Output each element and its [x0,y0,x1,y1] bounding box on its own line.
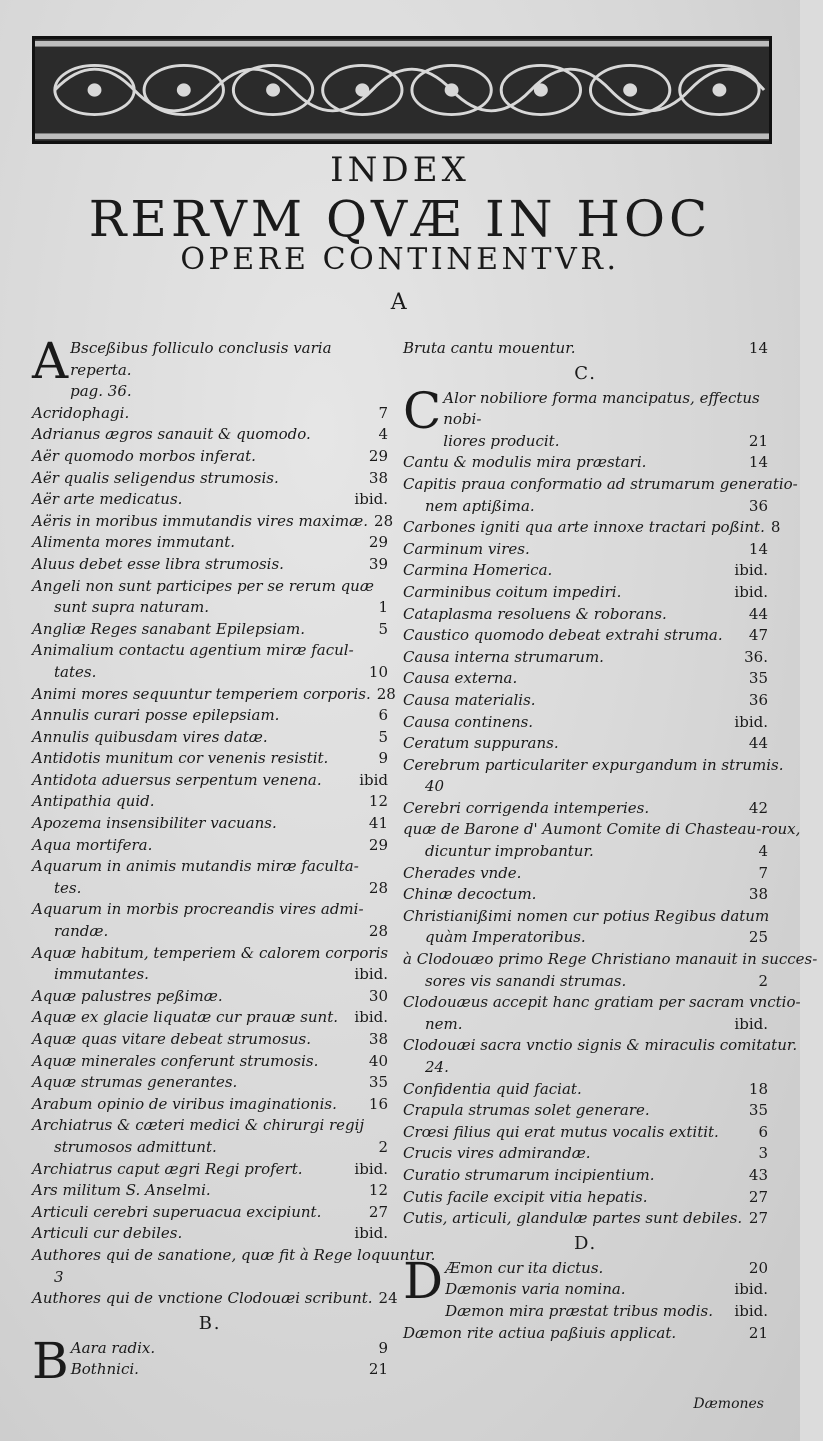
entry-text: Carbones igniti qua arte innoxe tractari poßint. [403,518,765,537]
entry-page: ibid. [734,582,768,601]
entry-text: Aqua mortifera. [32,835,153,854]
index-entry [403,1165,768,1187]
section-letter-a: A [390,290,410,315]
entry-page: 6 [378,706,388,725]
entry-page [382,576,388,598]
entry-text: 24. [425,1058,449,1076]
index-entry [403,1323,768,1345]
entry-text: nem. [425,1014,463,1033]
entry-text: Antipathia quid. [32,792,155,811]
index-entry [403,647,768,669]
entry-text: quàm Imperatoribus. [425,928,586,947]
entry-text: Archiatrus & cæteri medici & chirurgi regij [32,1116,365,1135]
entry-text: Antidota aduersus serpentum venena. [32,770,322,789]
headpiece-pattern-icon [35,39,769,141]
entry-page: 29 [368,533,388,552]
entry-page: 35 [748,669,768,688]
entry-text: Dæmon mira præstat tribus modis. [445,1301,713,1320]
entry-text: Curatio strumarum incipientium. [403,1165,655,1184]
entry-page: 47 [748,626,768,645]
entry-text: Animi mores sequuntur temperiem corporis. [32,684,371,703]
entry-page: 28 [368,922,388,941]
entry-page: 7 [758,863,768,882]
entry-text: sunt supra naturam. [54,598,210,617]
entry-page: 14 [748,539,768,558]
d-entries-list [403,1279,768,1344]
entry-text: Arabum opinio de viribus imaginationis. [32,1094,337,1113]
entry-page: 1 [378,598,388,617]
entry-text: sores vis sanandi strumas. [425,971,627,990]
entry-text: Ceratum suppurans. [403,734,559,753]
entry-row [445,1258,768,1280]
entry-text: Aquæ minerales conferunt strumosis. [32,1051,319,1070]
entry-page: 27 [368,1202,388,1221]
entry-page: 35 [368,1073,388,1092]
index-entry [32,1115,388,1137]
entry-text: Aquæ strumas generantes. [32,1073,238,1092]
entry-text: dicuntur improbantur. [425,842,594,861]
entry-page [382,640,388,662]
entry-text: Causa interna strumarum. [403,647,604,666]
entry-text: Adrianus ægros sanauit & quomodo. [32,425,311,444]
entry-page: 21 [748,1323,768,1342]
entry-continuation: liores producit. [443,431,560,450]
entry-page: 36 [748,690,768,709]
index-entry [403,1079,768,1101]
entry-page: ibid [359,770,388,789]
index-entry [32,1137,388,1159]
entry-page [388,943,394,965]
index-entry [403,604,768,626]
index-entry [32,424,388,446]
entry-page: 25 [748,928,768,947]
entry-text: Angliæ Reges sanabant Epilepsiam. [32,619,305,638]
index-entry [32,1180,388,1202]
entry-page: 21 [748,431,768,450]
entry-text: Annulis quibusdam vires datæ. [32,727,268,746]
entry-page: 5 [378,727,388,746]
entry-page: 3 [758,1144,768,1163]
index-entry [403,338,768,360]
entry-page [798,474,804,496]
entry-page: 12 [368,1181,388,1200]
index-entry [403,1100,768,1122]
entry-page [762,776,768,798]
entry-page: 36 [748,496,768,515]
index-entry [403,971,768,993]
index-entry [403,1208,768,1230]
right-column [403,338,818,1344]
entry-page: 35 [748,1101,768,1120]
entry-text: Aara radix. [70,1338,156,1357]
index-entry [32,1223,388,1245]
entry-text: Crucis vires admirandæ. [403,1144,591,1163]
entry-page: 42 [748,798,768,817]
entry-text: Annulis curari posse epilepsiam. [32,706,280,725]
index-entry [32,446,388,468]
entry-page [762,1057,768,1079]
index-entry [403,1187,768,1209]
entry-text: Crapula strumas solet generare. [403,1101,650,1120]
index-entry [403,474,798,496]
entry-text: Aquarum in morbis procreandis vires admi- [32,900,364,919]
entry-page: 6 [758,1122,768,1141]
index-entry [32,468,388,490]
entry-text: Cantu & modulis mira præstari. [403,453,647,472]
entry-text: Aquæ habitum, temperiem & calorem corporis [32,943,389,962]
index-entry [403,1014,768,1036]
entry-text: Causa continens. [403,712,534,731]
index-entry [403,668,768,690]
entry-text: Caustico quomodo debeat extrahi struma. [403,626,723,645]
index-entry [32,1029,388,1051]
entry-page: 28 [368,878,388,897]
drop-cap-c: C [403,381,442,440]
entry-page: 29 [368,446,388,465]
entry-page: ibid. [734,561,768,580]
entry-text: Cerebrum particulariter expurgandum in strumis. [403,755,784,774]
index-entry [403,776,768,798]
index-entry [32,511,394,533]
index-entry [403,381,768,453]
index-entry [32,705,388,727]
entry-text: Carminibus coitum impediri. [403,582,622,601]
entry-text: Carminum vires. [403,539,530,558]
section-letter-b: B. [198,1312,222,1334]
entry-page: 5 [378,619,388,638]
entry-text: Aquarum in animis mutandis miræ facultа- [32,857,359,876]
entry-page [769,906,775,928]
ornamental-headpiece [32,36,772,144]
left-column [32,332,436,1390]
entry-text: Animalium contactu agentium miræ facul- [32,641,354,660]
index-entry [403,733,768,755]
index-entry [403,841,768,863]
entry-page [817,949,823,971]
entry-text: Apozema insensibiliter vacuans. [32,814,277,833]
index-entry [32,1051,388,1073]
entry-page: 9 [378,749,388,768]
entry-text: Aquæ palustres peßimæ. [32,986,223,1005]
entry-text: Bsceßibus folliculo conclusis varia reperta. [70,339,332,379]
entry-text: randæ. [54,922,109,941]
entry-text: Aër qualis seligendus strumosis. [32,468,279,487]
index-entry [32,943,388,965]
index-entry [403,517,781,539]
entry-page: 24 [378,1289,398,1308]
entry-text: Aër arte medicatus. [32,490,183,509]
entry-page [783,755,789,777]
entry-text: Causa materialis. [403,690,536,709]
a-entries-list [32,403,436,1310]
index-entry [32,489,388,511]
index-entry [32,532,388,554]
entry-page: 44 [748,604,768,623]
index-entry [403,712,768,734]
index-entry [32,684,396,706]
index-entry [32,791,388,813]
entry-page: 30 [368,986,388,1005]
entry-page: 4 [378,425,388,444]
entry-text: 3 [54,1267,64,1286]
entry-page: 28 [374,511,394,530]
index-entry [32,1245,436,1267]
index-entry [32,986,388,1008]
index-entry [32,1072,388,1094]
entry-page: 12 [368,792,388,811]
entry-page: 38 [368,468,388,487]
index-entry [32,1331,388,1390]
index-entry [403,798,768,820]
entry-page [382,899,388,921]
entry-text: Clodouæi sacra vnctio signis & miraculis comitatur. [403,1036,798,1055]
entry-page: 4 [758,842,768,861]
entry-text: Aquæ quas vitare debeat strumosus. [32,1030,312,1048]
entry-page: 36. [744,647,768,666]
section-letter-c: C. [574,362,597,384]
entry-row [71,1338,388,1360]
entry-text: Aquæ ex glacie liquatæ cur prauæ sunt. [32,1008,339,1027]
index-entry [32,597,388,619]
index-entry [403,560,768,582]
entry-text: quæ de Barone d' Aumont Comite di Chasteau-roux, [403,820,801,839]
entry-page: 9 [378,1338,388,1357]
index-entry [403,625,768,647]
entry-text: 40 [425,777,445,796]
index-entry [403,949,818,971]
entry-page: 38 [748,885,768,904]
entry-page: 38 [368,1030,388,1048]
entry-page: ibid. [354,1008,388,1027]
index-entry [403,1122,768,1144]
index-entry [403,690,768,712]
entry-page: 39 [368,554,388,573]
entry-page: 8 [770,518,781,537]
index-entry [32,899,388,921]
index-entry [403,496,768,518]
catchword: Dæmones [693,1396,764,1412]
entry-page: 18 [748,1079,768,1098]
index-entry [32,921,388,943]
entry-text: Aër quomodo morbos inferat. [32,446,256,465]
entry-text: Ars militum S. Anselmi. [32,1181,211,1200]
index-subtitle-2: OPERE CONTINENTVR. [180,242,620,277]
index-entry [32,727,388,749]
index-entry [32,1007,388,1029]
index-entry [403,927,768,949]
index-entry [403,819,801,841]
entry-page: 10 [368,662,388,681]
entry-text: Archiatrus caput ægri Regi profert. [32,1159,303,1178]
entry-page [800,819,806,841]
entry-row [71,1359,388,1381]
index-entry [403,582,768,604]
entry-continuation: pag. 36. [70,382,132,401]
entry-page: 27 [748,1187,768,1206]
drop-cap-a: A [32,332,69,390]
index-entry [32,662,388,684]
entry-text: Crœsi filius qui erat mutus vocalis extitit. [403,1122,719,1141]
entry-text: Aëris in moribus immutandis vires maximæ. [32,511,369,530]
index-entry [32,878,388,900]
index-entry [403,906,768,928]
entry-page: ibid. [734,1280,768,1299]
index-entry [32,835,388,857]
entry-text: Dæmon rite actiua paßiuis applicat. [403,1323,677,1342]
c-entries-list [403,452,818,1229]
entry-page: 28 [376,684,396,703]
entry-text: Dæmonis varia nomina. [445,1280,626,1299]
index-title: INDEX [330,150,470,190]
entry-text: Bothnici. [70,1360,139,1379]
entry-page: ibid. [734,1301,768,1320]
index-entry [403,1057,768,1079]
entry-text: Chinæ decoctum. [403,885,537,904]
entry-text: Antidotis munitum cor venenis resistit. [32,749,329,768]
entry-text: Æmon cur ita dictus. [445,1258,604,1277]
index-entry [32,770,388,792]
entry-page [382,1115,388,1137]
entry-text: Aluus debet esse libra strumosis. [32,554,284,573]
entry-page: 14 [748,453,768,472]
index-entry [32,813,388,835]
entry-text: Cutis, articuli, glandulæ partes sunt debiles. [403,1209,743,1228]
index-entry [403,992,801,1014]
entry-page: ibid. [354,1224,388,1243]
entry-text: strumosos admittunt. [54,1137,217,1156]
entry-text: Cataplasma resoluens & roborans. [403,604,667,623]
entry-text: à Clodouæo primo Rege Christiano manauit in succes- [403,950,818,969]
entry-page: 29 [368,835,388,854]
entry-text: Angeli non sunt participes per se rerum quæ [32,576,374,595]
index-entry [32,403,388,425]
entry-page [801,992,807,1014]
entry-text: Alimenta mores immutant. [32,533,236,552]
index-entry [403,539,768,561]
entry-text: Clodouæus accepit hanc gratiam per sacram vnctio- [403,993,801,1012]
entry-text: Articuli cerebri superuacua excipiunt. [32,1202,322,1221]
entry-page: 16 [368,1094,388,1113]
entry-page: 2 [758,971,768,990]
index-entry [445,1279,768,1301]
entry-row [443,431,768,453]
index-entry [403,755,784,777]
entry-text: Capitis praua conformatio ad strumarum generatio- [403,474,798,493]
index-entry [403,1143,768,1165]
entry-text: Authores qui de sanatione, quæ fit à Rege loquuntur. [32,1245,436,1264]
index-entry [32,1202,388,1224]
section-letter-d: D. [573,1232,598,1254]
entry-page: 44 [748,734,768,753]
entry-page: ibid. [354,965,388,984]
entry-text: Cutis facile excipit vitia hepatis. [403,1187,648,1206]
index-entry [32,554,388,576]
index-entry [32,964,388,986]
entry-page: 14 [748,339,768,357]
entry-page [382,856,388,878]
entry-page: 2 [378,1137,388,1156]
entry-text: nem aptißima. [425,496,535,515]
entry-page: ibid. [734,712,768,731]
entry-page: 20 [748,1258,768,1277]
entry-page: 21 [368,1360,388,1379]
entry-text: Christianißimi nomen cur potius Regibus datum [403,906,770,925]
index-entry [403,884,768,906]
entry-page: 7 [378,403,388,422]
entry-page [382,1267,388,1289]
entry-page: ibid. [354,490,388,509]
index-entry [32,640,388,662]
index-entry [32,856,388,878]
drop-cap-d: D [403,1251,444,1310]
entry-page: ibid. [734,1014,768,1033]
entry-text: Confidentia quid faciat. [403,1079,582,1098]
index-entry [32,1159,388,1181]
entry-text: Alor nobiliore forma mancipatus, effectus nobi- [443,388,760,429]
entry-text: tates. [54,662,97,681]
entry-text: Articuli cur debiles. [32,1224,183,1243]
entry-text: Acridophagi. [32,403,130,422]
entry-page: 41 [368,814,388,833]
index-subtitle: RERVM QVÆ IN HOC [88,190,712,248]
index-entry [32,332,388,403]
index-entry [445,1301,768,1323]
index-entry [32,748,388,770]
index-entry [403,452,768,474]
entry-text: Causa externa. [403,669,518,688]
entry-text: immutantes. [54,965,149,984]
entry-text: Carmina Homerica. [403,561,553,580]
entry-page: 27 [748,1209,768,1228]
entry-page [797,1035,803,1057]
entry-text: tes. [54,878,82,897]
entry-page: 43 [748,1165,768,1184]
index-entry [403,1035,798,1057]
index-entry [32,1288,398,1310]
entry-page: 40 [368,1051,388,1070]
entry-text: Cherades vnde. [403,863,522,882]
drop-cap-b: B [32,1331,69,1390]
index-entry [32,1094,388,1116]
index-entry [32,619,388,641]
index-entry [32,1267,388,1289]
entry-text: Cerebri corrigenda intemperies. [403,798,650,817]
entry-text: Authores qui de vnctione Clodouæi scribunt. [32,1289,373,1308]
index-entry [32,576,388,598]
index-entry [403,863,768,885]
entry-text: Bruta cantu mouentur. [403,339,576,357]
entry-page: ibid. [354,1159,388,1178]
